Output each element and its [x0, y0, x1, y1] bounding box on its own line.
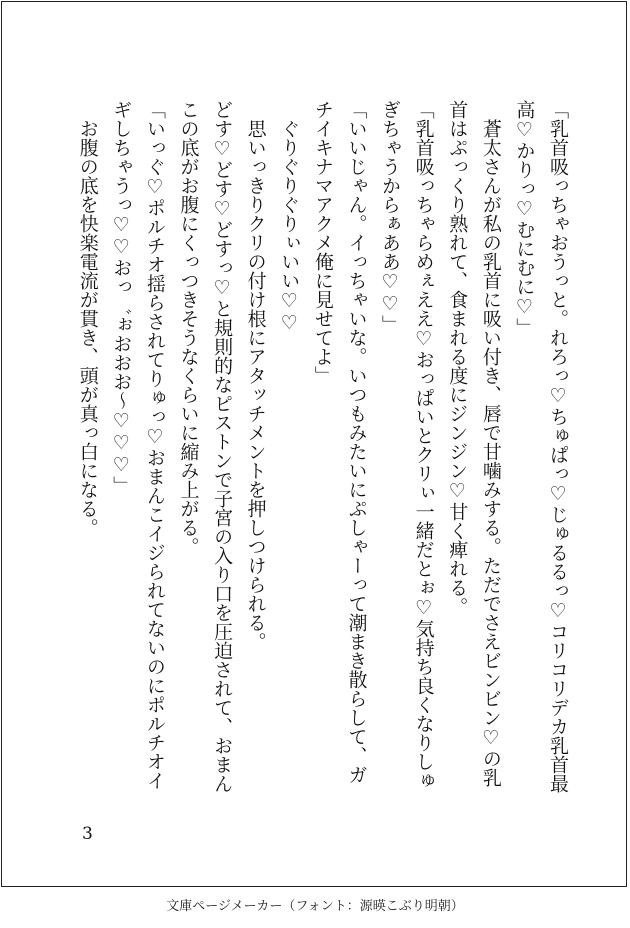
- paragraph-7: どす♡どす♡どすっ♡と規則的なピストンで子宮の入り口を圧迫されて、おまんこの底がお腹にくっつきそうなくらいに縮み上がる。: [177, 100, 234, 793]
- page-frame: [1, 1, 627, 887]
- paragraph-4: 「いいじゃん。イっちゃいな。いつもみたいにぷしゃーって潮まき散らして、ガチイキナマアクメ俺に見せてよ」: [311, 100, 368, 784]
- paragraph-9: お腹の底を快楽電流が貫き、頭が真っ白になる。: [76, 119, 99, 537]
- paragraph-1: 「乳首吸っちゃおうっと。れろっ♡ちゅぱっ♡じゅるるっ♡コリコリデカ乳首最高♡かりっ♡むにむに♡」: [513, 100, 569, 793]
- footer-credit: 文庫ページメーカー（フォント：源暎こぶり明朝）: [166, 899, 464, 914]
- page-number: 3: [82, 824, 93, 844]
- paragraph-3: 「乳首吸っちゃらめぇええ♡おっぱいとクリぃ一緒だとぉ♡気持ち良くなりしゅぎちゃうからぁああ♡♡」: [379, 100, 435, 790]
- paragraph-6: 思いっきりクリの付け根にアタッチメントを押しつけられる。: [244, 119, 267, 651]
- paragraph-8: 「いっぐ♡ポルチオ揺らされてりゅっ♡おまんこイジられてないのにポルチオイギしちゃうっ♡♡おっ゛ぉおおお～♡♡♡」: [110, 100, 166, 790]
- paragraph-5: ぐりぐりぐりぃいい♡♡: [278, 119, 301, 334]
- paragraph-2: 蒼太さんが私の乳首に吸い付き、唇で甘噛みする。ただでさえビンビン♡の乳首はぷっくり熟れて、食まれる度にジンジン♡甘く痺れる。: [446, 100, 502, 787]
- vertical-text-body: [70, 100, 574, 800]
